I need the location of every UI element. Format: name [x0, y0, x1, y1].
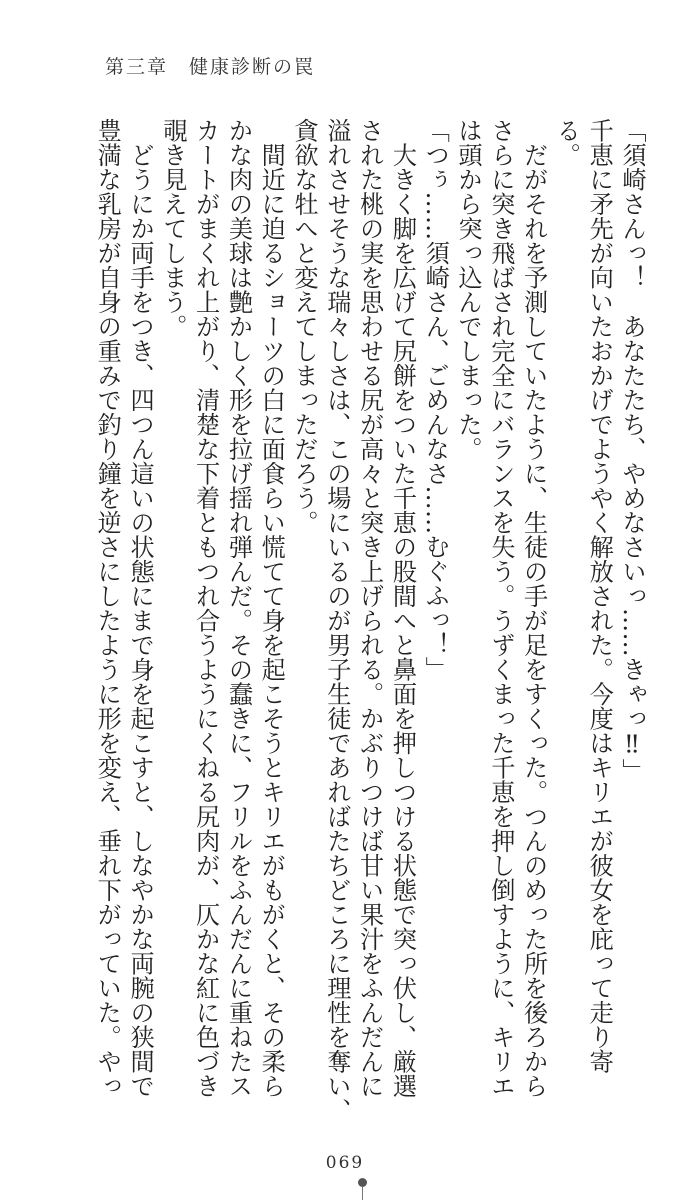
text-line: る。 [552, 118, 581, 167]
chapter-header: 第三章 健康診断の罠 [105, 56, 316, 78]
text-line: された桃の実を思わせる尻が高々と突き上げられる。かぶりつけば甘い果汁をふんだんに [355, 118, 384, 1098]
text-line: どうにか両手をつき、四つん這いの状態にまで身を起こすと、しなやかな両腕の狭間で [126, 118, 155, 1098]
text-line: 「つぅ……須崎さん、ごめんなさ……むぐふっ！」 [421, 118, 450, 682]
text-line: 貪欲な牡へと変えてしまっただろう。 [290, 118, 319, 535]
text-line: 覗き見えてしまう。 [158, 118, 187, 339]
text-line: 間近に迫るショーツの白に面食らい慌てて身を起こそうとキリエがもがくと、その柔ら [257, 118, 286, 1098]
text-line: 溢れさせそうな瑞々しさは、この場にいるのが男子生徒であればたちどころに理性を奪い、 [322, 118, 351, 1123]
page-marker-dot [358, 1178, 367, 1187]
text-line: 豊満な乳房が自身の重みで釣り鐘を逆さにしたように形を変え、垂れ下がっていた。やっ [93, 118, 122, 1098]
text-line: は頭から突っ込んでしまった。 [454, 118, 483, 461]
text-line: さらに突き飛ばされ完全にバランスを失う。うずくまった千恵を押し倒すように、キリエ [486, 118, 515, 1098]
page-marker-line [362, 1187, 363, 1200]
page-number: 069 [325, 1153, 365, 1173]
text-line: カートがまくれ上がり、清楚な下着ともつれ合うようにくねる尻肉が、仄かな紅に色づき [191, 118, 220, 1098]
text-line: 「須崎さんっ！ あなたたち、やめなさいっ……きゃっ‼」 [618, 118, 646, 784]
body-text [28, 118, 648, 1128]
text-line: だがそれを予測していたように、生徒の手が足をすくった。つんのめった所を後ろから [519, 118, 548, 1098]
text-line: かな肉の美球は艶かしく形を拉げ揺れ弾んだ。その蠢きに、フリルをふんだんに重ねたス [224, 118, 253, 1098]
text-line: 大きく脚を広げて尻餅をついた千恵の股間へと鼻面を押しつける状態で突っ伏し、厳選 [388, 118, 417, 1098]
text-line: 千恵に矛先が向いたおかげでようやく解放された。今度はキリエが彼女を庇って走り寄 [585, 118, 614, 1074]
